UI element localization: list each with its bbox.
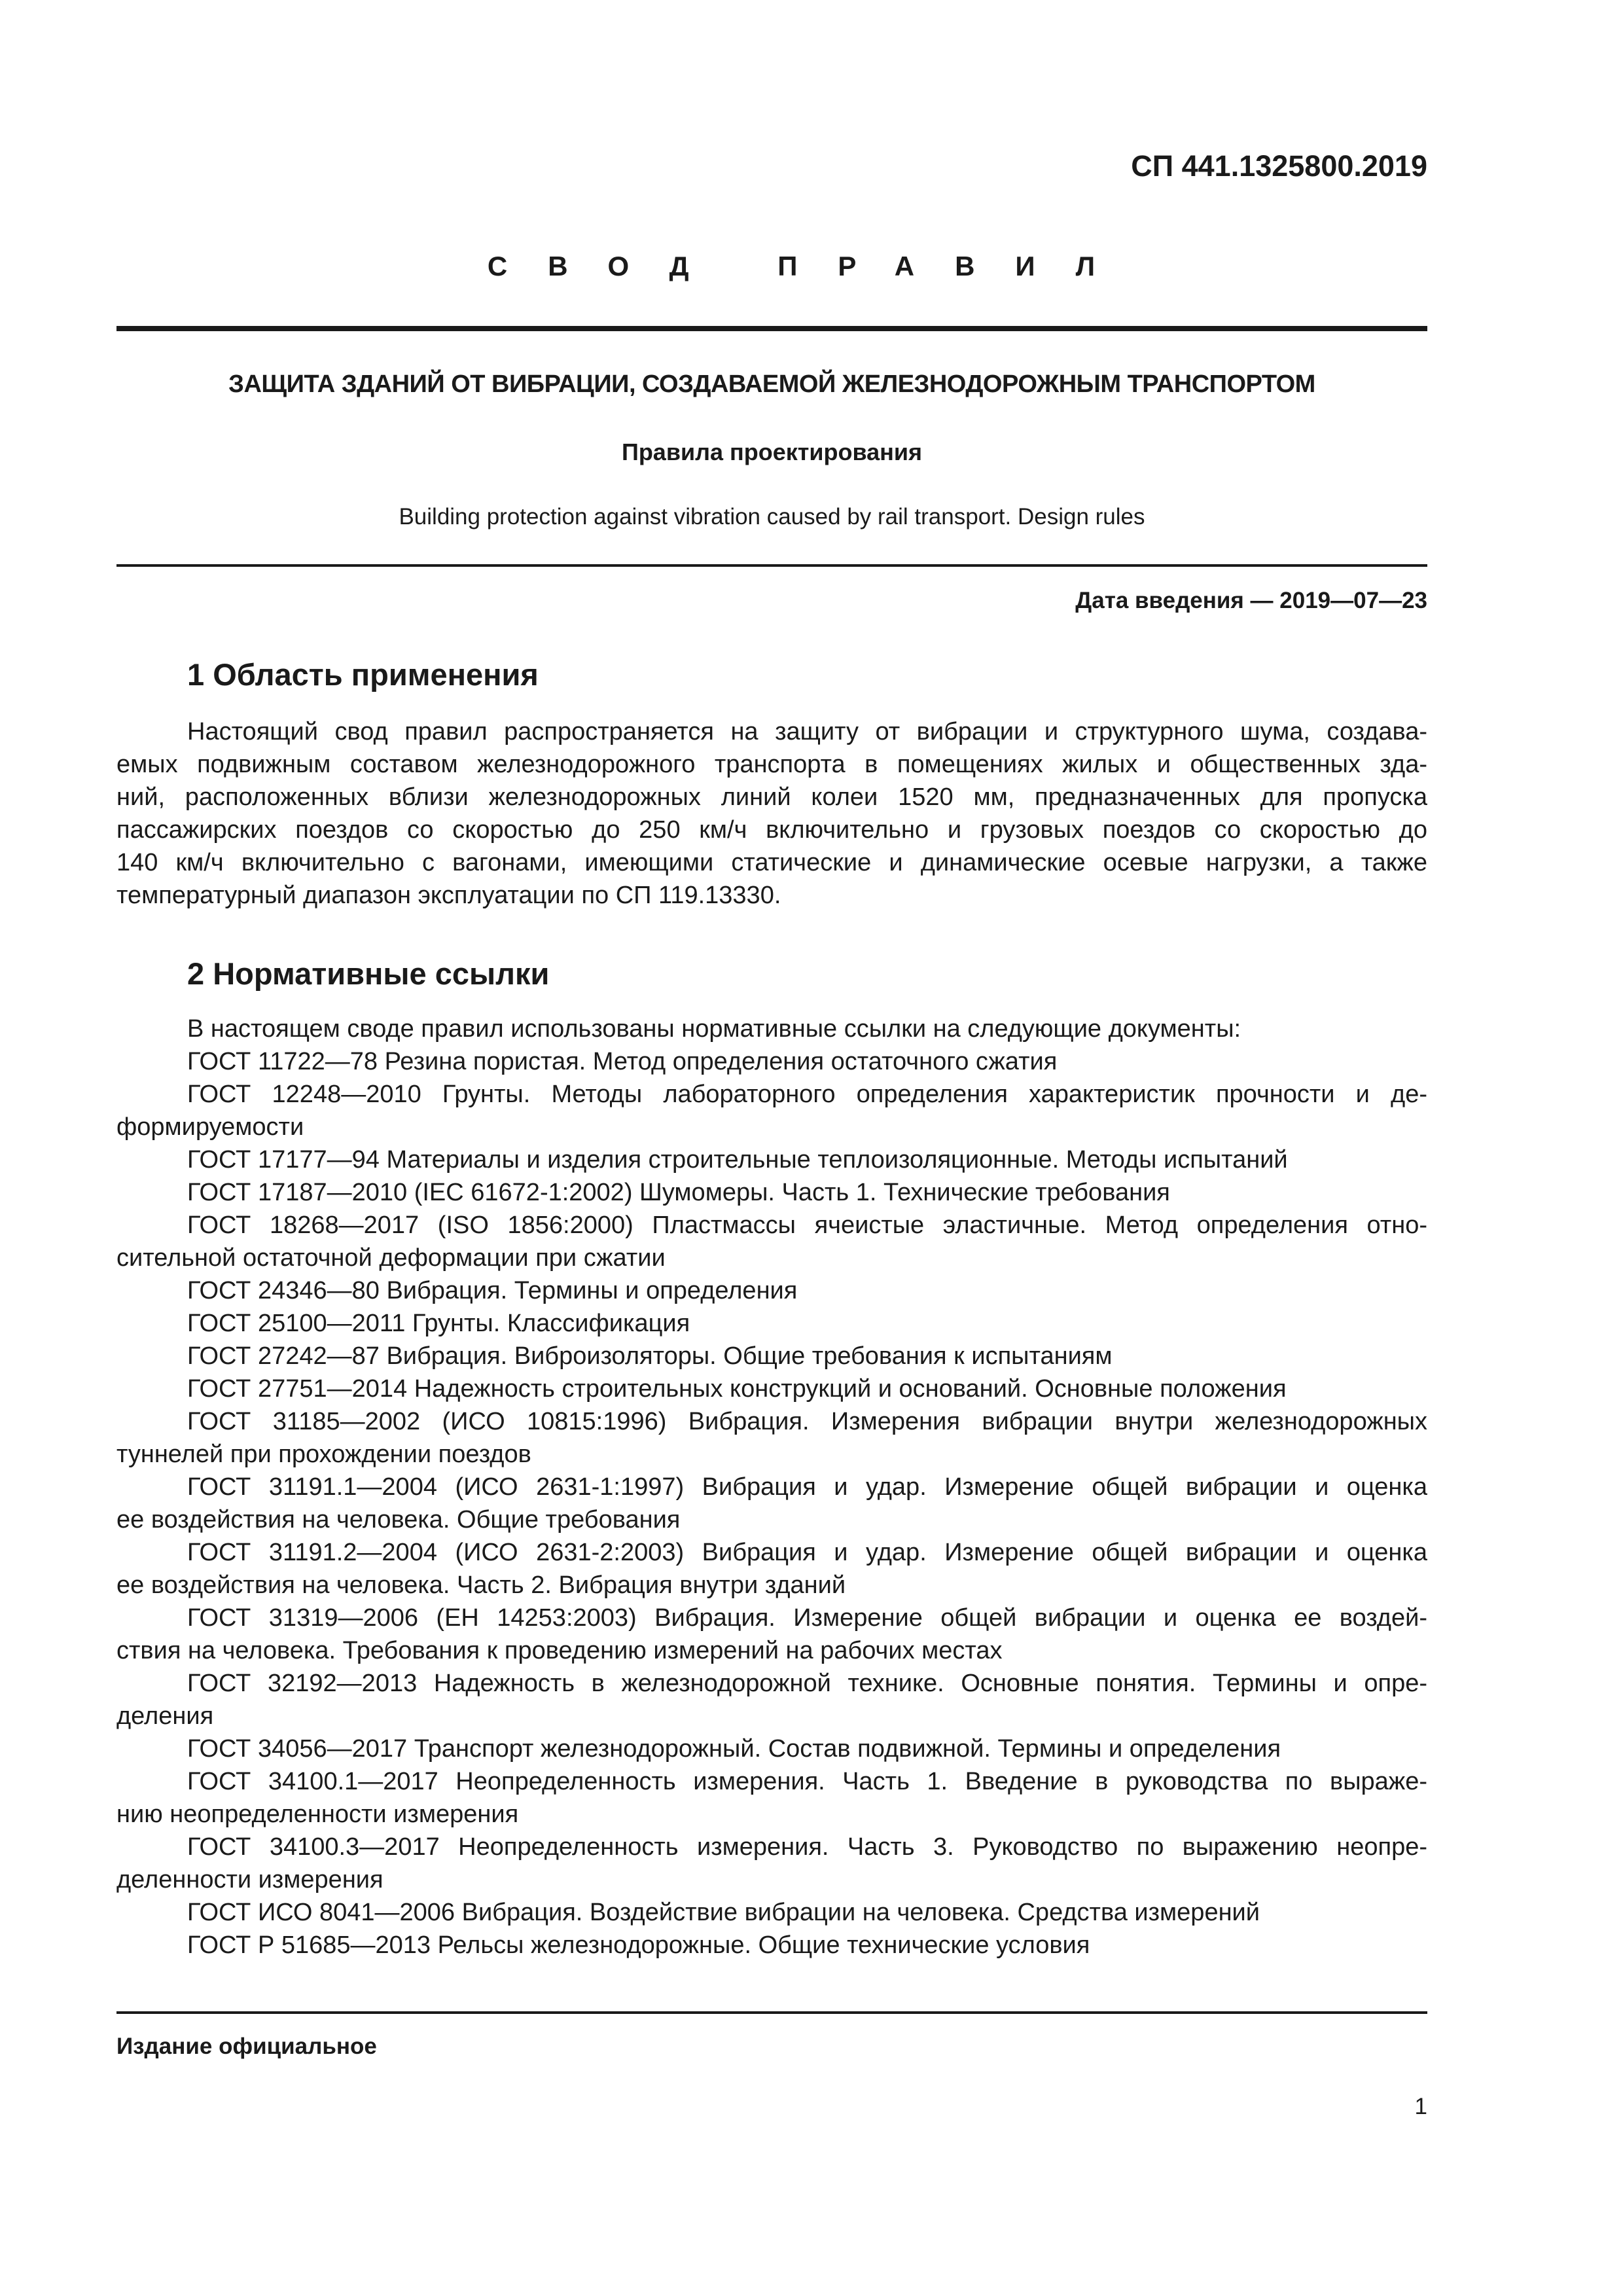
reference-line: деленности измерения xyxy=(116,1866,383,1893)
section-1-line: емых подвижным составом железнодорожного транспорта в помещениях жилых и общественных зда- xyxy=(116,751,1427,778)
reference-line: ее воздействия на человека. Общие требования xyxy=(116,1506,681,1534)
reference-line: ГОСТ 27242—87 Вибрация. Виброизоляторы. Общие требования к испытаниям xyxy=(187,1342,1113,1370)
reference-line: ГОСТ 31319—2006 (ЕН 14253:2003) Вибрация. Измерение общей вибрации и оценка ее воздей- xyxy=(187,1604,1427,1632)
reference-line: сительной остаточной деформации при сжатии xyxy=(116,1244,666,1272)
introduction-date: Дата введения — 2019—07—23 xyxy=(1075,588,1427,613)
reference-intro-line: В настоящем своде правил использованы нормативные ссылки на следующие документы: xyxy=(187,1015,1241,1043)
reference-line: ГОСТ 12248—2010 Грунты. Методы лабораторного определения характеристик прочности и де- xyxy=(187,1081,1427,1108)
reference-line: ГОСТ 27751—2014 Надежность строительных конструкций и оснований. Основные положения xyxy=(187,1375,1287,1403)
section-1-body xyxy=(116,715,1427,912)
reference-line: деления xyxy=(116,1702,214,1730)
section-2-heading: 2 Нормативные ссылки xyxy=(187,956,550,991)
reference-line: ГОСТ 31185—2002 (ИСО 10815:1996) Вибрация. Измерения вибрации внутри железнодорожных xyxy=(187,1408,1427,1435)
reference-line: ГОСТ Р 51685—2013 Рельсы железнодорожные. Общие технические условия xyxy=(187,1931,1090,1959)
reference-line: ГОСТ 34056—2017 Транспорт железнодорожный. Состав подвижной. Термины и определения xyxy=(187,1735,1281,1763)
reference-line: ГОСТ 34100.1—2017 Неопределенность измерения. Часть 1. Введение в руководства по выраже- xyxy=(187,1768,1427,1795)
reference-line: ГОСТ ИСО 8041—2006 Вибрация. Воздействие вибрации на человека. Средства измерений xyxy=(187,1899,1260,1926)
section-1-line: пассажирских поездов со скоростью до 250 км/ч включительно и грузовых поездов со скоростью до xyxy=(116,816,1427,844)
reference-line: ГОСТ 17187—2010 (IEC 61672-1:2002) Шумомеры. Часть 1. Технические требования xyxy=(187,1179,1170,1206)
reference-line: нию неопределенности измерения xyxy=(116,1801,519,1828)
section-1-heading: 1 Область применения xyxy=(187,657,539,692)
document-subtitle: Правила проектирования xyxy=(621,439,923,465)
reference-line: ГОСТ 31191.2—2004 (ИСО 2631-2:2003) Вибрация и удар. Измерение общей вибрации и оценка xyxy=(187,1539,1427,1566)
reference-line: ГОСТ 18268—2017 (ISO 1856:2000) Пластмассы ячеистые эластичные. Метод определения отно- xyxy=(187,1211,1427,1239)
reference-line: ГОСТ 34100.3—2017 Неопределенность измерения. Часть 3. Руководство по выражению неопре- xyxy=(187,1833,1427,1861)
footer-divider xyxy=(116,2011,1427,2014)
reference-line: формируемости xyxy=(116,1113,304,1141)
reference-line: ГОСТ 31191.1—2004 (ИСО 2631-1:1997) Вибрация и удар. Измерение общей вибрации и оценка xyxy=(187,1473,1427,1501)
reference-line: ГОСТ 32192—2013 Надежность в железнодорожной технике. Основные понятия. Термины и опре- xyxy=(187,1670,1427,1697)
official-edition-label: Издание официальное xyxy=(116,2034,377,2059)
reference-line: туннелей при прохождении поездов xyxy=(116,1441,531,1468)
reference-line: ГОСТ 24346—80 Вибрация. Термины и определения xyxy=(187,1277,798,1304)
reference-line: ствия на человека. Требования к проведению измерений на рабочих местах xyxy=(116,1637,1003,1664)
section-1-line: температурный диапазон эксплуатации по СП 119.13330. xyxy=(116,882,781,909)
reference-line: ГОСТ 25100—2011 Грунты. Классификация xyxy=(187,1310,690,1337)
reference-line: ГОСТ 17177—94 Материалы и изделия строительные теплоизоляционные. Методы испытаний xyxy=(187,1146,1288,1174)
reference-line: ее воздействия на человека. Часть 2. Вибрация внутри зданий xyxy=(116,1571,846,1599)
page-number: 1 xyxy=(1414,2094,1427,2119)
document-code: СП 441.1325800.2019 xyxy=(1131,149,1427,183)
title-divider xyxy=(116,564,1427,567)
header-divider xyxy=(116,326,1427,331)
normative-references-list xyxy=(116,1013,1427,1962)
english-title: Building protection against vibration caused by rail transport. Design rules xyxy=(399,504,1145,529)
section-1-line: ний, расположенных вблизи железнодорожных линий колеи 1520 мм, предназначенных для пропуска xyxy=(116,783,1427,811)
document-type-heading: СВОД ПРАВИЛ xyxy=(487,251,1136,281)
document-title: ЗАЩИТА ЗДАНИЙ ОТ ВИБРАЦИИ, СОЗДАВАЕМОЙ ЖЕЛЕЗНОДОРОЖНЫМ ТРАНСПОРТОМ xyxy=(228,370,1315,398)
reference-line: ГОСТ 11722—78 Резина пористая. Метод определения остаточного сжатия xyxy=(187,1048,1058,1075)
section-1-line: Настоящий свод правил распространяется на защиту от вибрации и структурного шума, создава- xyxy=(187,718,1427,745)
section-1-line: 140 км/ч включительно с вагонами, имеющими статические и динамические осевые нагрузки, а также xyxy=(116,849,1427,876)
